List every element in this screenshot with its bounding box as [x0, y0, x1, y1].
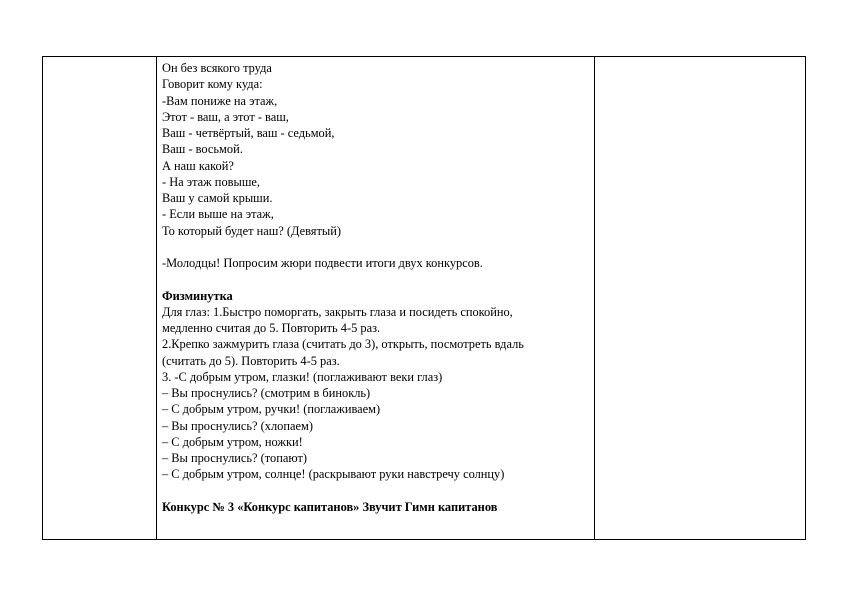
poem-line: Ваш - четвёртый, ваш - седьмой, [162, 126, 335, 140]
poem-line: Этот - ваш, а этот - ваш, [162, 109, 289, 124]
cell-text [157, 57, 594, 539]
fizminutka-line: – Вы проснулись? (хлопаем) [162, 418, 313, 433]
fizminutka-line: Для глаз: 1.Быстро поморгать, закрыть глаза и посидеть спокойно, [162, 304, 513, 319]
poem-line: Ваш - восьмой. [162, 142, 243, 157]
fizminutka-line: 3. -С добрым утром, глазки! (поглаживают веки глаз) [162, 369, 443, 384]
poem-line: -Вам пониже на этаж, [162, 93, 278, 108]
right-column-cell [595, 57, 806, 540]
fizminutka-line: – Вы проснулись? (топают) [162, 451, 307, 465]
poem-line: - На этаж повыше, [162, 174, 260, 189]
content-column-cell [157, 57, 595, 540]
blank-line [162, 239, 590, 255]
fizminutka-heading: Физминутка [162, 288, 233, 303]
blank-line [162, 483, 590, 499]
table-row [43, 57, 806, 540]
jury-note: -Молодцы! Попросим жюри подвести итоги двух конкурсов. [162, 256, 483, 270]
left-column-cell [43, 57, 157, 540]
fizminutka-line: – С добрым утром, ручки! (поглаживаем) [162, 402, 381, 417]
contest-title: Конкурс № 3 «Конкурс капитанов» Звучит Гимн капитанов [162, 499, 498, 514]
fizminutka-line: – С добрым утром, солнце! (раскрывают руки навстречу солнцу) [162, 467, 505, 482]
fizminutka-line: 2.Крепко зажмурить глаза (считать до 3), открыть, посмотреть вдаль [162, 337, 524, 352]
poem-line: А наш какой? [162, 158, 234, 173]
fizminutka-line: – Вы проснулись? (смотрим в бинокль) [162, 386, 371, 400]
poem-line: Он без всякого труда [162, 61, 272, 75]
fizminutka-line: – С добрым утром, ножки! [162, 434, 303, 449]
poem-line: То который будет наш? (Девятый) [162, 223, 341, 238]
poem-line: - Если выше на этаж, [162, 207, 274, 222]
lesson-table [42, 56, 806, 540]
fizminutka-line: медленно считая до 5. Повторить 4-5 раз. [162, 321, 381, 335]
fizminutka-line: (считать до 5). Повторить 4-5 раз. [162, 353, 340, 368]
poem-line: Ваш у самой крыши. [162, 191, 273, 205]
poem-line: Говорит кому куда: [162, 77, 263, 92]
blank-line [162, 271, 590, 287]
